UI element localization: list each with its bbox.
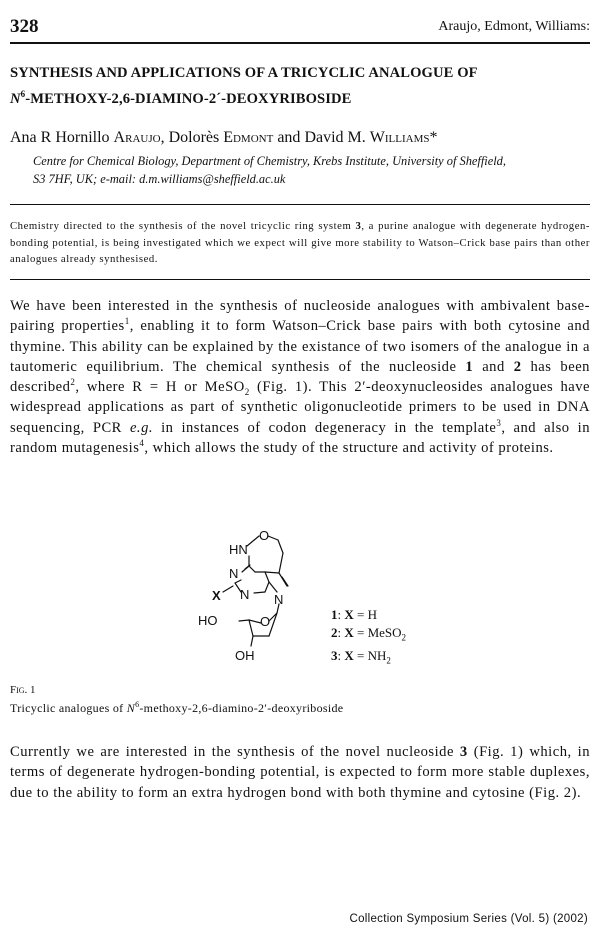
title-line-1: SYNTHESIS AND APPLICATIONS OF A TRICYCLIC ANALOGUE OF bbox=[10, 65, 478, 81]
text-run: in instances of codon degeneracy in the template bbox=[153, 419, 497, 436]
title-sup: 6 bbox=[20, 89, 26, 99]
title-rest: -METHOXY-2,6-DIAMINO-2´-DEOXYRIBOSIDE bbox=[25, 90, 352, 107]
caption-n: N bbox=[126, 701, 136, 715]
compound-ref: 3 bbox=[459, 744, 468, 760]
atom-o-sugar: O bbox=[260, 614, 271, 629]
compound-ref: 3 bbox=[355, 220, 362, 232]
chemical-structure bbox=[195, 520, 315, 670]
text-run: Currently we are interested in the synthesis of the novel nucleoside bbox=[10, 744, 460, 760]
legend-eq: = H bbox=[353, 607, 377, 622]
running-title: Araujo, Edmont, Williams: bbox=[438, 19, 590, 34]
legend-x: X bbox=[344, 607, 354, 622]
text-run: , enabling it to form Watson–Crick base pairs with both cytosine and thymine. This ability can be explained by the existance of two isomers of the analogue in a tautomeric equilibrium. The chemical synthesis of the nucleoside bbox=[10, 318, 591, 375]
atom-n3: N bbox=[240, 587, 250, 602]
atom-ho: HO bbox=[198, 613, 218, 628]
author-2-given: Dolorès bbox=[168, 129, 224, 146]
legend-num: 3 bbox=[331, 647, 338, 663]
affiliation-line-1: Centre for Chemical Biology, Department of Chemistry, Krebs Institute, University of Sheffield, bbox=[33, 154, 506, 168]
atom-hn: HN bbox=[229, 542, 248, 557]
author-3-family: Williams bbox=[369, 129, 430, 146]
abstract-part: , a purine analogue with degenerate hydrogen-bonding potential, is being investigated which we expect will give more stability to Watson–Crick base pairs than other analogues already synthesised. bbox=[10, 220, 590, 266]
caption-sup: 6 bbox=[135, 700, 140, 709]
legend-sub: 2 bbox=[401, 632, 407, 643]
text-run: , where R = H or MeSO bbox=[75, 379, 245, 396]
abstract-box bbox=[10, 204, 590, 280]
legend-item: 1: X = H bbox=[331, 607, 377, 622]
abstract-part: Chemistry directed to the synthesis of the novel tricyclic ring system bbox=[10, 220, 356, 232]
text-run: , which allows the study of the structure and activity of proteins. bbox=[144, 440, 554, 457]
reference-sup: 3 bbox=[496, 417, 502, 428]
text-run: (Fig. 1) which, in terms of degenerate hydrogen-bonding potential, is expected to form more stable duplexes, due to the ability to form an extra hydrogen bond with both thymine and cytosine (Fig. 2). bbox=[10, 744, 590, 801]
legend-item: 3: $X = NH_2$ bbox=[331, 647, 391, 666]
author-1-family: Araujo bbox=[113, 129, 161, 146]
paper-title bbox=[10, 63, 590, 110]
legend-eq: = MeSO bbox=[353, 625, 402, 640]
affiliation bbox=[33, 152, 593, 188]
text-run: , and also in random mutagenesis bbox=[10, 419, 590, 457]
atom-oh: OH bbox=[235, 648, 255, 663]
caption-part: -methoxy-2,6-diamino-2′-deoxyriboside bbox=[139, 701, 344, 715]
text-run: and bbox=[473, 358, 514, 375]
page-number: 328 bbox=[10, 16, 39, 37]
author-and: and bbox=[273, 129, 305, 146]
legend-x: X bbox=[344, 625, 354, 640]
reference-sup: 4 bbox=[139, 438, 145, 449]
italic-eg: e.g. bbox=[129, 419, 154, 436]
author-list bbox=[10, 129, 437, 147]
compound-ref: 1 bbox=[465, 358, 474, 375]
body-paragraph-2 bbox=[10, 742, 590, 803]
legend-x: X bbox=[344, 647, 354, 663]
affiliation-line-2: S3 7HF, UK; e-mail: d.m.williams@sheffield.ac.uk bbox=[33, 172, 286, 186]
caption-part: Tricyclic analogues of bbox=[10, 701, 127, 715]
legend-sub: 2 bbox=[386, 655, 391, 666]
text-run: has been described bbox=[10, 358, 590, 396]
subscript: 2 bbox=[244, 387, 250, 398]
text-run: (Fig. 1). This 2′-deoxynucleosides analogues have widespread applications as part of synthetic oligonucleotide primers to be used in DNA sequencing, PCR bbox=[10, 379, 590, 436]
atom-n1: N bbox=[229, 566, 239, 581]
reference-sup: 2 bbox=[70, 377, 76, 388]
author-1-given: Ana R Hornillo bbox=[10, 129, 114, 146]
legend-item: 2: X = MeSO$_2$ bbox=[331, 625, 407, 643]
page-header bbox=[10, 14, 590, 44]
figure-caption bbox=[10, 700, 343, 716]
compound-ref: 2 bbox=[513, 358, 522, 375]
page-footer: Collection Symposium Series (Vol. 5) (2002) bbox=[349, 913, 588, 925]
body-paragraph-1 bbox=[10, 296, 590, 458]
legend-num: 1 bbox=[331, 607, 338, 622]
compound-legend bbox=[331, 606, 406, 669]
atom-x: X bbox=[212, 588, 221, 603]
legend-eq: = NH bbox=[353, 647, 387, 663]
legend-num: 2 bbox=[331, 625, 338, 640]
atom-o-ring: O bbox=[259, 528, 270, 543]
figure-label: Fig. 1 bbox=[10, 684, 36, 696]
reference-sup: 1 bbox=[124, 316, 130, 327]
title-line-2 bbox=[10, 84, 590, 110]
author-2-family: Edmont bbox=[223, 129, 274, 146]
text-run: We have been interested in the synthesis of nucleoside analogues with ambivalent base-pairing properties bbox=[10, 298, 590, 335]
author-3-given: David M. bbox=[304, 129, 370, 146]
abstract-text bbox=[10, 218, 590, 268]
corresponding-star: * bbox=[429, 129, 438, 146]
author-separator: , bbox=[160, 129, 169, 146]
atom-n9: N bbox=[274, 592, 284, 607]
title-n: N bbox=[10, 90, 21, 107]
